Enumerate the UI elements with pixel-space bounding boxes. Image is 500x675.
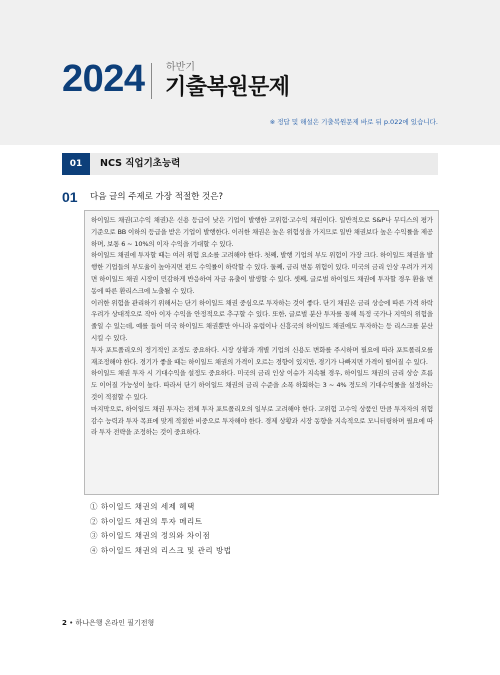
passage-paragraph: 이러한 위험을 관리하기 위해서는 단기 하이일드 채권 중심으로 투자하는 것이 좋다. 단기 채권은 금리 상승에 따른 가격 하락 우려가 상대적으로 작아 이자 수익을 안정적으로 추구할 수 있다. 또한, 글로벌 분산 투자를 통해 특정 국가나 지역의 위험을 줄일 수 있는데, 예를 들어 미국 하이일드 채권뿐만 아니라 유럽이나 신흥국의 하이일드 채권에도 투자하는 등 리스크를 분산시킬 수 있다. xyxy=(91,298,433,342)
footer-separator: • xyxy=(69,619,74,627)
passage-paragraph: 하이일드 채권(고수익 채권)은 신용 등급이 낮은 기업이 발행한 고위험·고수익 채권이다. 일반적으로 S&P나 무디스의 평가 기준으로 BB 이하의 등급을 받은 기업이 발행한다. 이러한 채권은 높은 위험성을 가지므로 일반 채권보다 높은 수익률을 제공하며, 보통 6 ~ 10%의 이자 수익을 기대할 수 있다. xyxy=(91,216,433,248)
passage-paragraph: 하이일드 채권에 투자할 때는 여러 위험 요소를 고려해야 한다. 첫째, 발행 기업의 부도 위험이 가장 크다. 하이일드 채권을 발행한 기업들의 부도율이 높아지면 펀드 수익률이 하락할 수 있다. 둘째, 금리 변동 위험이 있다. 미국의 금리 인상 우려가 커지면 하이일드 채권 시장이 민감하게 반응하여 자금 유출이 발생할 수 있다. 셋째, 글로벌 하이일드 채권에 투자할 경우 환율 변동에 따른 환리스크에 노출될 수 있다. xyxy=(91,251,433,295)
page-footer xyxy=(62,618,154,628)
choice-3[interactable]: ③ 하이일드 채권의 정의와 차이점 xyxy=(90,531,211,540)
passage-paragraph: 마지막으로, 하이일드 채권 투자는 전체 투자 포트폴리오의 일부로 고려해야 한다. 고위험 고수익 상품인 만큼 투자자의 위험 감수 능력과 투자 목표에 맞게 적절한 비중으로 투자해야 한다. 경제 상황과 시장 동향을 지속적으로 모니터링하며 필요에 따라 투자 전략을 조정하는 것이 중요하다. xyxy=(91,404,433,437)
page-number: 2 xyxy=(62,619,67,627)
answer-choices xyxy=(90,500,231,558)
page-title: 기출복원문제 xyxy=(165,75,290,100)
answer-note: ※ 정답 및 해설은 기출복원문제 바로 뒤 p.022에 있습니다. xyxy=(269,118,438,126)
choice-4[interactable]: ④ 하이일드 채권의 리스크 및 관리 방법 xyxy=(90,545,232,555)
choice-2[interactable]: ② 하이일드 채권의 투자 메리트 xyxy=(90,516,203,526)
question-text: 다음 글의 주제로 가장 적절한 것은? xyxy=(90,192,223,202)
exam-year: 2024 xyxy=(62,58,145,100)
question-number: 01 xyxy=(62,189,78,205)
reading-passage xyxy=(84,210,439,495)
exam-half: 하반기 xyxy=(166,62,195,73)
passage-paragraph: 투자 포트폴리오의 정기적인 조정도 중요하다. 시장 상황과 개별 기업의 신용도 변화를 주시하며 필요에 따라 포트폴리오를 재조정해야 한다. 경기가 좋을 때는 하이일드 채권의 가격이 오르는 경향이 있지만, 경기가 나빠지면 가격이 떨어질 수 있다. xyxy=(91,345,433,366)
choice-1[interactable]: ① 하이일드 채권의 세제 혜택 xyxy=(90,502,195,511)
book-title: 하나은행 온라인 필기전형 xyxy=(75,619,155,627)
passage-paragraph: 하이일드 채권 투자 시 기대수익을 설정도 중요하다. 미국의 금리 인상 이슈가 지속될 경우, 하이일드 채권의 금리 상승 흐름도 이어질 가능성이 높다. 따라서 단기 하이일드 채권의 금리 수준을 소폭 하회하는 3 ~ 4% 정도의 기대수익률을 설정하는 것이 적절할 수 있다. xyxy=(91,369,433,401)
section-number: 01 xyxy=(62,153,90,175)
section-title: NCS 직업기초능력 xyxy=(100,158,181,169)
header-divider xyxy=(151,63,152,99)
